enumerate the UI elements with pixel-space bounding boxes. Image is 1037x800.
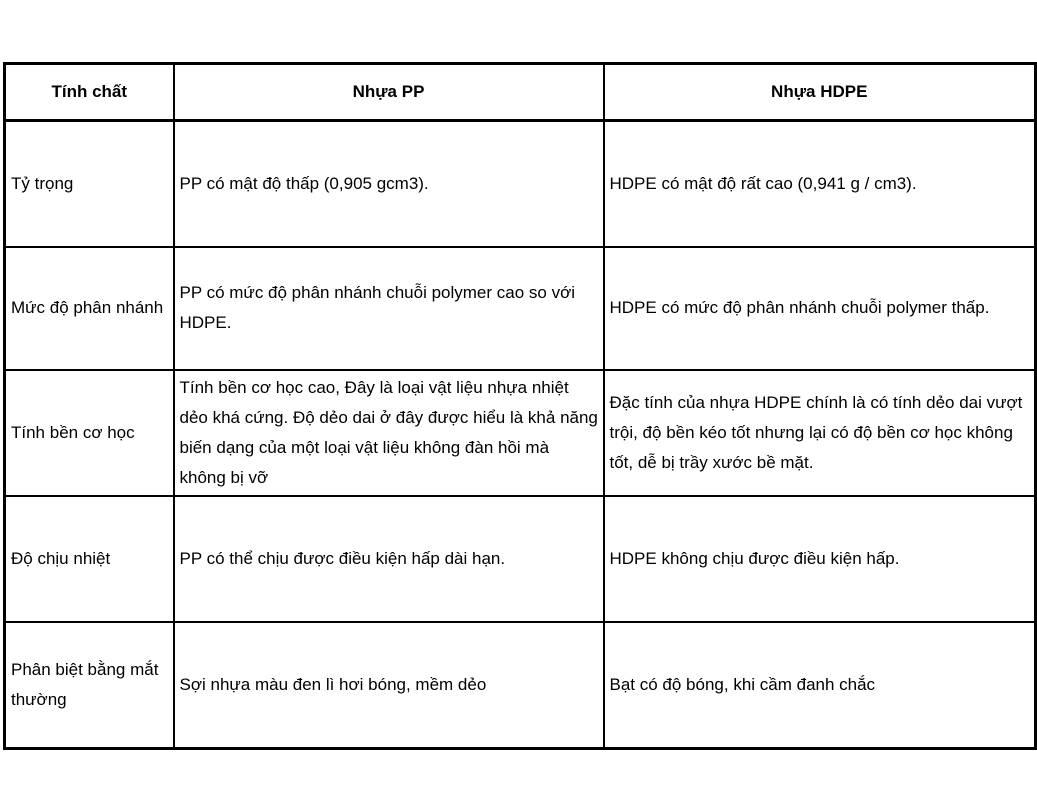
comparison-table xyxy=(3,62,1037,750)
property-cell: Phân biệt bằng mắt thường xyxy=(5,622,174,749)
table-row-heat-resistance xyxy=(5,496,1036,622)
pp-cell: PP có thể chịu được điều kiện hấp dài hạn. xyxy=(174,496,604,622)
property-cell: Tỷ trọng xyxy=(5,121,174,247)
pp-cell: Tính bền cơ học cao, Đây là loại vật liệu nhựa nhiệt dẻo khá cứng. Độ dẻo dai ở đây được hiểu là khả năng biến dạng của một loại vật liệu không đàn hồi mà không bị vỡ xyxy=(174,370,604,496)
hdpe-cell: Đặc tính của nhựa HDPE chính là có tính dẻo dai vượt trội, độ bền kéo tốt nhưng lại có độ bền cơ học không tốt, dễ bị trầy xước bề mặt. xyxy=(604,370,1036,496)
property-cell: Độ chịu nhiệt xyxy=(5,496,174,622)
column-header-hdpe: Nhựa HDPE xyxy=(604,64,1036,121)
pp-cell: PP có mật độ thấp (0,905 gcm3). xyxy=(174,121,604,247)
table-row-branching xyxy=(5,247,1036,370)
table-row-density xyxy=(5,121,1036,247)
pp-cell: PP có mức độ phân nhánh chuỗi polymer cao so với HDPE. xyxy=(174,247,604,370)
table-row-visual-identification xyxy=(5,622,1036,749)
hdpe-cell: Bạt có độ bóng, khi cầm đanh chắc xyxy=(604,622,1036,749)
table-row-mechanical-strength xyxy=(5,370,1036,496)
hdpe-cell: HDPE có mật độ rất cao (0,941 g / cm3). xyxy=(604,121,1036,247)
column-header-property: Tính chất xyxy=(5,64,174,121)
hdpe-cell: HDPE không chịu được điều kiện hấp. xyxy=(604,496,1036,622)
property-cell: Tính bền cơ học xyxy=(5,370,174,496)
column-header-pp: Nhựa PP xyxy=(174,64,604,121)
header-row xyxy=(5,64,1036,121)
hdpe-cell: HDPE có mức độ phân nhánh chuỗi polymer thấp. xyxy=(604,247,1036,370)
pp-cell: Sợi nhựa màu đen lì hơi bóng, mềm dẻo xyxy=(174,622,604,749)
property-cell: Mức độ phân nhánh xyxy=(5,247,174,370)
